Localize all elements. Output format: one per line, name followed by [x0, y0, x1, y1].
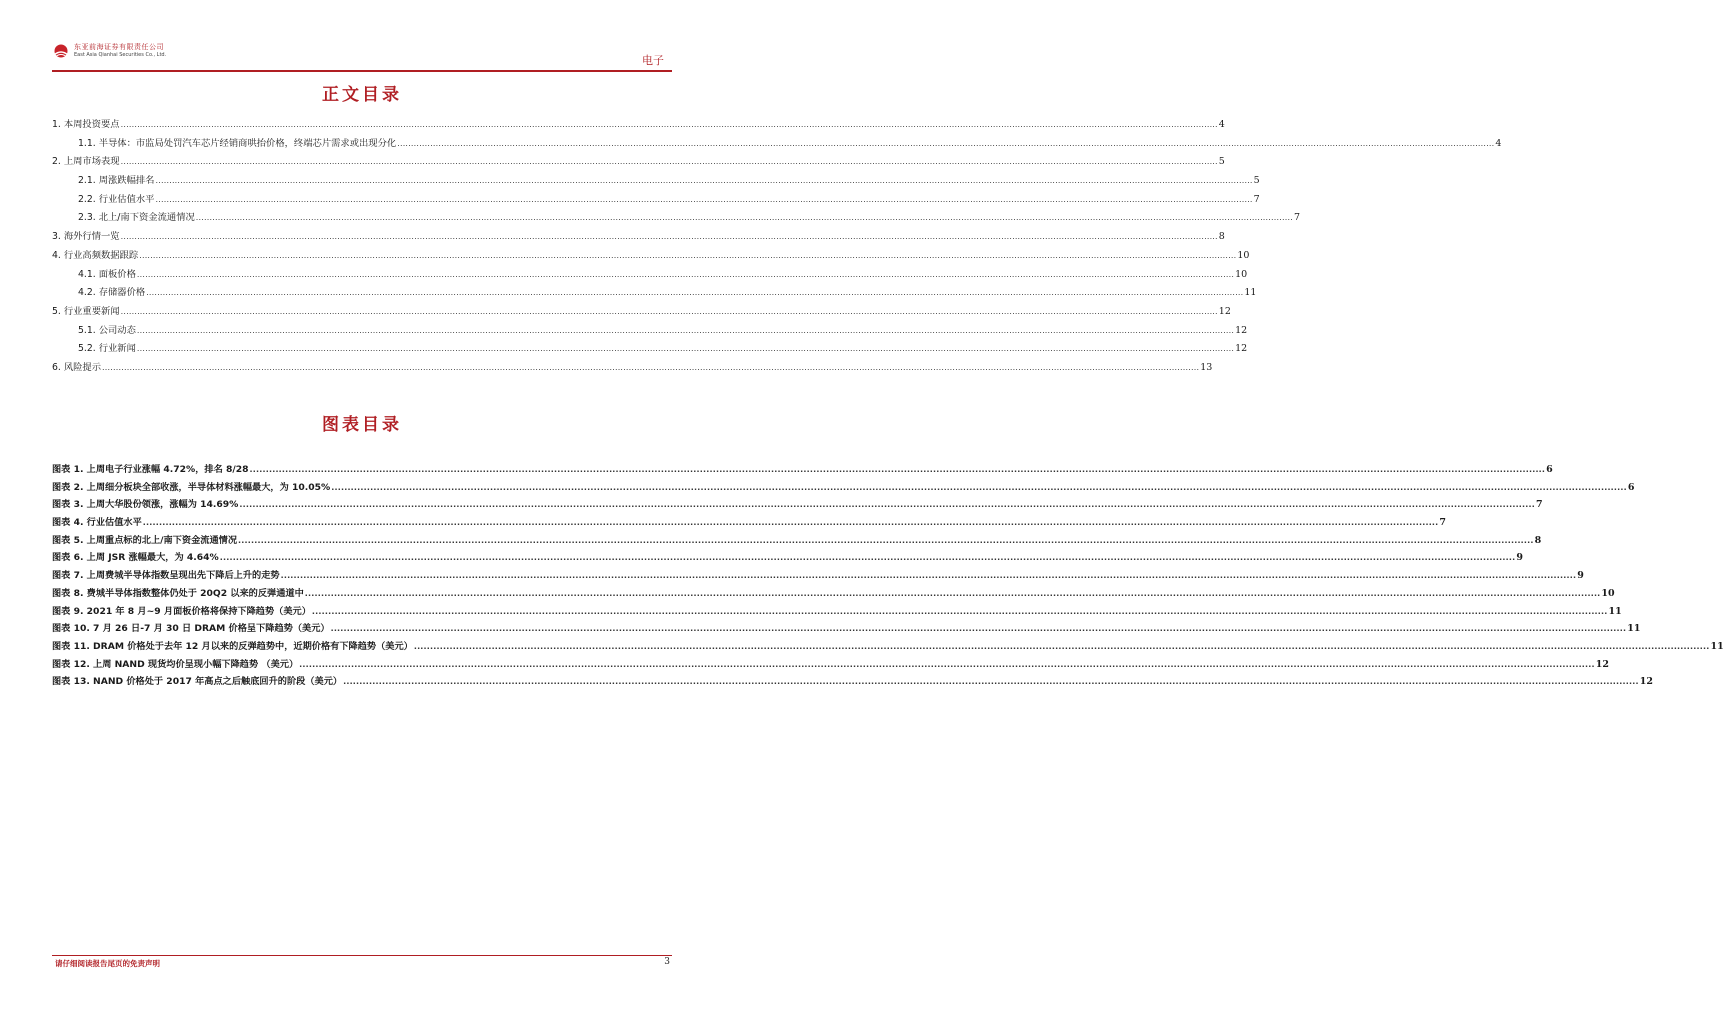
- figure-entry[interactable]: [52, 549, 1523, 567]
- toc-entry-title: 1.1. 半导体：市监局处罚汽车芯片经销商哄抬价格，终端芯片需求或出现分化: [78, 137, 397, 149]
- dot-leader: ................................................................................................................................................................................................................................................................................................................................................................................................................: [219, 553, 1516, 563]
- dot-leader: ................................................................................................................................................................................................................................................................................................................................................................................................................: [195, 213, 1293, 223]
- toc-entry[interactable]: [52, 172, 1260, 191]
- toc-entry[interactable]: [52, 153, 1225, 172]
- dot-leader: ................................................................................................................................................................................................................................................................................................................................................................................................................: [102, 362, 1200, 372]
- figure-entry-page: 7: [1439, 517, 1447, 529]
- figure-entry-title: 图表 11. DRAM 价格处于去年 12 月以来的反弹趋势中，近期价格有下降趋势（美元）: [52, 640, 413, 652]
- toc-entry-title: 4. 行业高频数据跟踪: [52, 249, 139, 261]
- figure-entry[interactable]: [52, 461, 1553, 479]
- toc-entry-title: 5.1. 公司动态: [78, 324, 136, 336]
- figure-entry-title: 图表 6. 上周 JSR 涨幅最大，为 4.64%: [52, 552, 219, 564]
- toc-entry-title: 2.3. 北上/南下资金流通情况: [78, 212, 195, 224]
- toc-entry-title: 2. 上周市场表现: [52, 156, 120, 168]
- dot-leader: ................................................................................................................................................................................................................................................................................................................................................................................................................: [413, 641, 1710, 651]
- toc-entry-page: 5: [1253, 175, 1260, 187]
- dot-leader: ................................................................................................................................................................................................................................................................................................................................................................................................................: [330, 624, 1627, 634]
- toc-entry-title: 2.2. 行业估值水平: [78, 193, 155, 205]
- toc-entry-page: 10: [1237, 249, 1250, 261]
- figure-entry-title: 图表 2. 上周细分板块全部收涨，半导体材料涨幅最大，为 10.05%: [52, 481, 331, 493]
- toc-entry[interactable]: [52, 191, 1260, 210]
- figure-entry-title: 图表 13. NAND 价格处于 2017 年高点之后触底回升的阶段（美元）: [52, 676, 343, 688]
- figure-entry-title: 图表 9. 2021 年 8 月~9 月面板价格将保持下降趋势（美元）: [52, 605, 311, 617]
- toc-entry-page: 8: [1218, 231, 1225, 243]
- dot-leader: ................................................................................................................................................................................................................................................................................................................................................................................................................: [139, 250, 1237, 260]
- toc-entry[interactable]: [52, 340, 1248, 359]
- toc-entry-page: 13: [1200, 361, 1213, 373]
- page-number: 3: [664, 957, 670, 967]
- toc-entry[interactable]: [52, 209, 1301, 228]
- figure-entry-page: 12: [1639, 676, 1653, 688]
- industry-label: 电子: [642, 54, 664, 67]
- figure-entry-page: 7: [1536, 499, 1543, 511]
- figure-entry-page: 9: [1577, 570, 1584, 582]
- figure-entry-page: 11: [1627, 623, 1641, 635]
- dot-leader: ................................................................................................................................................................................................................................................................................................................................................................................................................: [155, 176, 1253, 186]
- toc-title: 正文目录: [322, 85, 402, 105]
- figure-entry-page: 6: [1627, 481, 1635, 493]
- dot-leader: ................................................................................................................................................................................................................................................................................................................................................................................................................: [280, 571, 1577, 581]
- dot-leader: ................................................................................................................................................................................................................................................................................................................................................................................................................: [249, 465, 1546, 474]
- figure-entry[interactable]: [52, 656, 1609, 674]
- dot-leader: ................................................................................................................................................................................................................................................................................................................................................................................................................: [142, 518, 1439, 528]
- toc-entry-page: 11: [1244, 287, 1257, 299]
- figure-entry-page: 10: [1601, 587, 1615, 599]
- dot-leader: ................................................................................................................................................................................................................................................................................................................................................................................................................: [311, 606, 1608, 616]
- toc-entry-title: 2.1. 周涨跌幅排名: [78, 175, 155, 187]
- dot-leader: ................................................................................................................................................................................................................................................................................................................................................................................................................: [331, 482, 1627, 492]
- dot-leader: ................................................................................................................................................................................................................................................................................................................................................................................................................: [304, 588, 1601, 598]
- toc-entry-page: 7: [1293, 212, 1301, 224]
- toc-entry-page: 5: [1218, 156, 1225, 168]
- figure-entry-title: 图表 7. 上周费城半导体指数呈现出先下降后上升的走势: [52, 570, 280, 582]
- toc-entry[interactable]: [52, 228, 1225, 247]
- figure-entry-title: 图表 5. 上周重点标的北上/南下资金流通情况: [52, 534, 238, 546]
- toc-entry[interactable]: [52, 135, 1502, 154]
- toc-entry-page: 12: [1218, 305, 1231, 317]
- list-of-figures: [52, 461, 1724, 691]
- toc-entry-page: 4: [1218, 119, 1225, 130]
- dot-leader: ................................................................................................................................................................................................................................................................................................................................................................................................................: [136, 325, 1235, 335]
- toc-entry-title: 6. 风险提示: [52, 361, 102, 373]
- figure-entry-title: 图表 1. 上周电子行业涨幅 4.72%，排名 8/28: [52, 464, 249, 475]
- toc-entry[interactable]: [52, 266, 1248, 285]
- company-logo-icon: [52, 43, 70, 61]
- figure-entry-title: 图表 10. 7 月 26 日-7 月 30 日 DRAM 价格呈下降趋势（美元）: [52, 623, 330, 635]
- dot-leader: ................................................................................................................................................................................................................................................................................................................................................................................................................: [120, 120, 1218, 129]
- dot-leader: ................................................................................................................................................................................................................................................................................................................................................................................................................: [136, 344, 1235, 354]
- toc-entry-page: 4: [1495, 137, 1502, 149]
- dot-leader: ................................................................................................................................................................................................................................................................................................................................................................................................................: [239, 500, 1535, 510]
- company-name-en: East Asia Qianhai Securities Co., Ltd.: [74, 52, 167, 58]
- toc-entry-title: 1. 本周投资要点: [52, 119, 120, 130]
- dot-leader: ................................................................................................................................................................................................................................................................................................................................................................................................................: [238, 535, 1534, 545]
- dot-leader: ................................................................................................................................................................................................................................................................................................................................................................................................................: [120, 232, 1218, 242]
- toc-entry[interactable]: [52, 284, 1257, 303]
- toc-entry-page: 12: [1235, 343, 1248, 355]
- figure-entry[interactable]: [52, 603, 1622, 621]
- figure-entry[interactable]: [52, 496, 1543, 514]
- figure-entry[interactable]: [52, 514, 1447, 532]
- figure-entry[interactable]: [52, 585, 1615, 603]
- figure-entry-page: 11: [1608, 605, 1622, 617]
- toc-entry-title: 3. 海外行情一览: [52, 231, 120, 243]
- toc-entry-title: 5. 行业重要新闻: [52, 305, 120, 317]
- page-header: [52, 40, 672, 70]
- dot-leader: ................................................................................................................................................................................................................................................................................................................................................................................................................: [397, 138, 1495, 148]
- figure-entry-page: 8: [1534, 534, 1542, 546]
- toc-entry-page: 12: [1235, 324, 1248, 336]
- toc-entry[interactable]: [52, 303, 1231, 322]
- toc-entry[interactable]: [52, 116, 1225, 135]
- figures-title: 图表目录: [322, 415, 402, 435]
- table-of-contents: [52, 116, 1502, 378]
- figure-entry-title: 图表 12. 上周 NAND 现货均价呈现小幅下降趋势 （美元）: [52, 658, 299, 670]
- company-name-cn: 东亚前海证券有限责任公司: [74, 43, 164, 51]
- figure-entry[interactable]: [52, 620, 1641, 638]
- toc-entry[interactable]: [52, 247, 1250, 266]
- figure-entry[interactable]: [52, 479, 1635, 497]
- dot-leader: ................................................................................................................................................................................................................................................................................................................................................................................................................: [343, 677, 1639, 687]
- disclaimer: 请仔细阅读报告尾页的免责声明: [55, 959, 160, 968]
- dot-leader: ................................................................................................................................................................................................................................................................................................................................................................................................................: [155, 194, 1253, 204]
- figure-entry[interactable]: [52, 567, 1584, 585]
- figure-entry[interactable]: [52, 532, 1542, 550]
- figure-entry-title: 图表 3. 上周大华股份领涨，涨幅为 14.69%: [52, 499, 239, 511]
- header-divider: [52, 70, 672, 72]
- figure-entry-page: 9: [1516, 552, 1523, 564]
- dot-leader: ................................................................................................................................................................................................................................................................................................................................................................................................................: [136, 269, 1235, 279]
- toc-entry[interactable]: [52, 322, 1248, 341]
- toc-entry-page: 7: [1253, 193, 1260, 205]
- dot-leader: ................................................................................................................................................................................................................................................................................................................................................................................................................: [146, 288, 1244, 298]
- toc-entry[interactable]: [52, 359, 1213, 378]
- figure-entry-page: 12: [1595, 658, 1609, 670]
- dot-leader: ................................................................................................................................................................................................................................................................................................................................................................................................................: [120, 306, 1218, 316]
- toc-entry-title: 5.2. 行业新闻: [78, 343, 136, 355]
- figure-entry-page: 6: [1546, 464, 1553, 475]
- figure-entry[interactable]: [52, 638, 1724, 656]
- toc-entry-page: 10: [1235, 268, 1248, 280]
- figure-entry-page: 11: [1710, 640, 1724, 652]
- figure-entry-title: 图表 8. 费城半导体指数整体仍处于 20Q2 以来的反弹通道中: [52, 587, 304, 599]
- figure-entry[interactable]: [52, 673, 1653, 691]
- footer-divider: [52, 955, 672, 956]
- toc-entry-title: 4.1. 面板价格: [78, 268, 136, 280]
- toc-entry-title: 4.2. 存储器价格: [78, 287, 146, 299]
- dot-leader: ................................................................................................................................................................................................................................................................................................................................................................................................................: [120, 157, 1218, 167]
- dot-leader: ................................................................................................................................................................................................................................................................................................................................................................................................................: [299, 659, 1595, 669]
- figure-entry-title: 图表 4. 行业估值水平: [52, 517, 142, 529]
